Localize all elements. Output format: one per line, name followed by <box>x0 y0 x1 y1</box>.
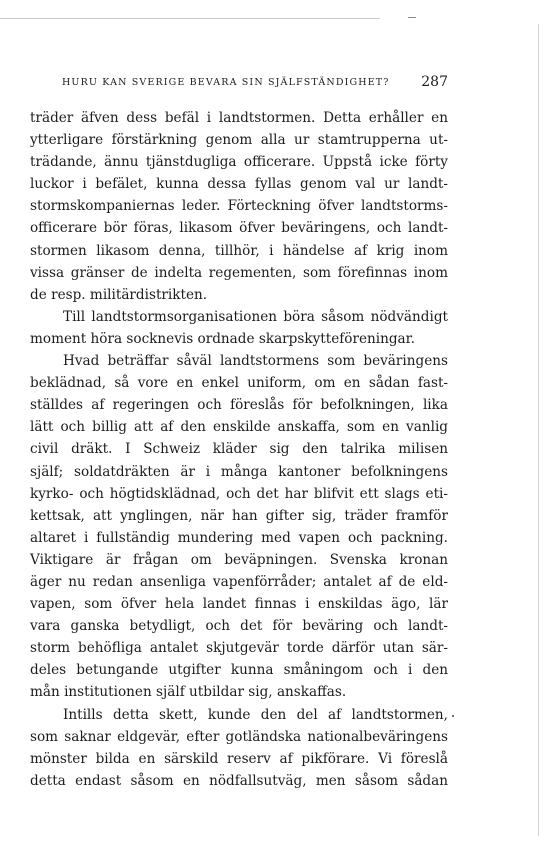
running-header <box>62 75 448 91</box>
text-line: själf; soldatdräkten är i många kantoner befolkningens <box>30 463 448 480</box>
text-line: mönster bilda en särskild reserv af pikförare. Vi föreslå <box>30 750 448 767</box>
running-header-title: HURU KAN SVERIGE BEVARA SIN SJÄLFSTÄNDIGHET? <box>62 77 390 88</box>
text-line: deles betungande utgifter kunna småningom och i den <box>30 662 448 679</box>
text-line: moment höra socknevis ordnade skarpskytteföreningar. <box>30 330 415 347</box>
text-line: vapen, som öfver hela landet finnas i enskildas ägo, lär <box>30 596 448 613</box>
text-line: ytterligare förstärkning genom alla ur stamtrupperna ut- <box>30 132 448 149</box>
top-edge-rule <box>0 18 380 19</box>
text-line: trädande, ännu tjänstdugliga officerare. Uppstå icke förty <box>30 154 448 171</box>
text-line: vissa gränser de indelta regementen, som förefinnas inom <box>30 264 448 281</box>
text-line: vara ganska betydligt, och det för beväring och landt- <box>30 618 448 635</box>
text-line: mån institutionen själf utbildar sig, anskaffas. <box>30 684 347 701</box>
text-line: träder äfven dess befäl i landtstormen. Detta erhåller en <box>30 110 448 126</box>
text-line: äger nu redan ansenliga vapenförråder; antalet af de eld- <box>30 573 448 590</box>
text-line: Till landtstormsorganisationen böra såsom nödvändigt <box>63 308 448 325</box>
margin-speck <box>452 715 454 717</box>
top-edge-mark <box>408 17 416 18</box>
text-line: officerare bör föras, likasom öfver beväringens, och landt- <box>30 220 448 237</box>
body-text <box>30 107 448 792</box>
text-line: beklädnad, så vore en enkel uniform, om en sådan fast- <box>30 375 448 392</box>
text-line: luckor i befälet, kunna dessa fyllas genom val ur landt- <box>30 176 448 193</box>
text-line: altaret i fullständig mundering med vapen och packning. <box>30 529 448 546</box>
page-number: 287 <box>421 74 448 90</box>
text-line: lätt och billig att af den enskilde anskaffa, som en vanlig <box>30 419 448 436</box>
page-edge-line <box>538 24 539 836</box>
text-line: som saknar eldgevär, efter gotländska nationalbeväringens <box>30 728 448 745</box>
text-line: kyrko- och högtidsklädnad, och det har blifvit ett slags eti- <box>30 485 448 502</box>
text-line: de resp. militärdistrikten. <box>30 286 208 303</box>
text-line: ställdes af regeringen och föreslås för befolkningen, lika <box>30 397 448 414</box>
text-line: detta endast såsom en nödfallsutväg, men såsom sådan <box>30 772 448 789</box>
text-line: stormen likasom denna, tillhör, i händelse af krig inom <box>30 242 448 259</box>
text-line: kettsak, att ynglingen, när han gifter sig, träder framför <box>30 507 448 524</box>
text-line: stormskompaniernas leder. Förteckning öfver landtstorms- <box>30 198 448 215</box>
text-line: Intills detta skett, kunde den del af landtstormen, <box>63 706 448 723</box>
text-line: Hvad beträffar såväl landtstormens som beväringens <box>63 353 448 370</box>
text-line: Viktigare är frågan om beväpningen. Svenska kronan <box>30 551 448 568</box>
text-line: storm behöfliga antalet skjutgevär torde därför utan sär- <box>30 640 448 657</box>
text-line: civil dräkt. I Schweiz kläder sig den talrika milisen <box>30 441 448 458</box>
